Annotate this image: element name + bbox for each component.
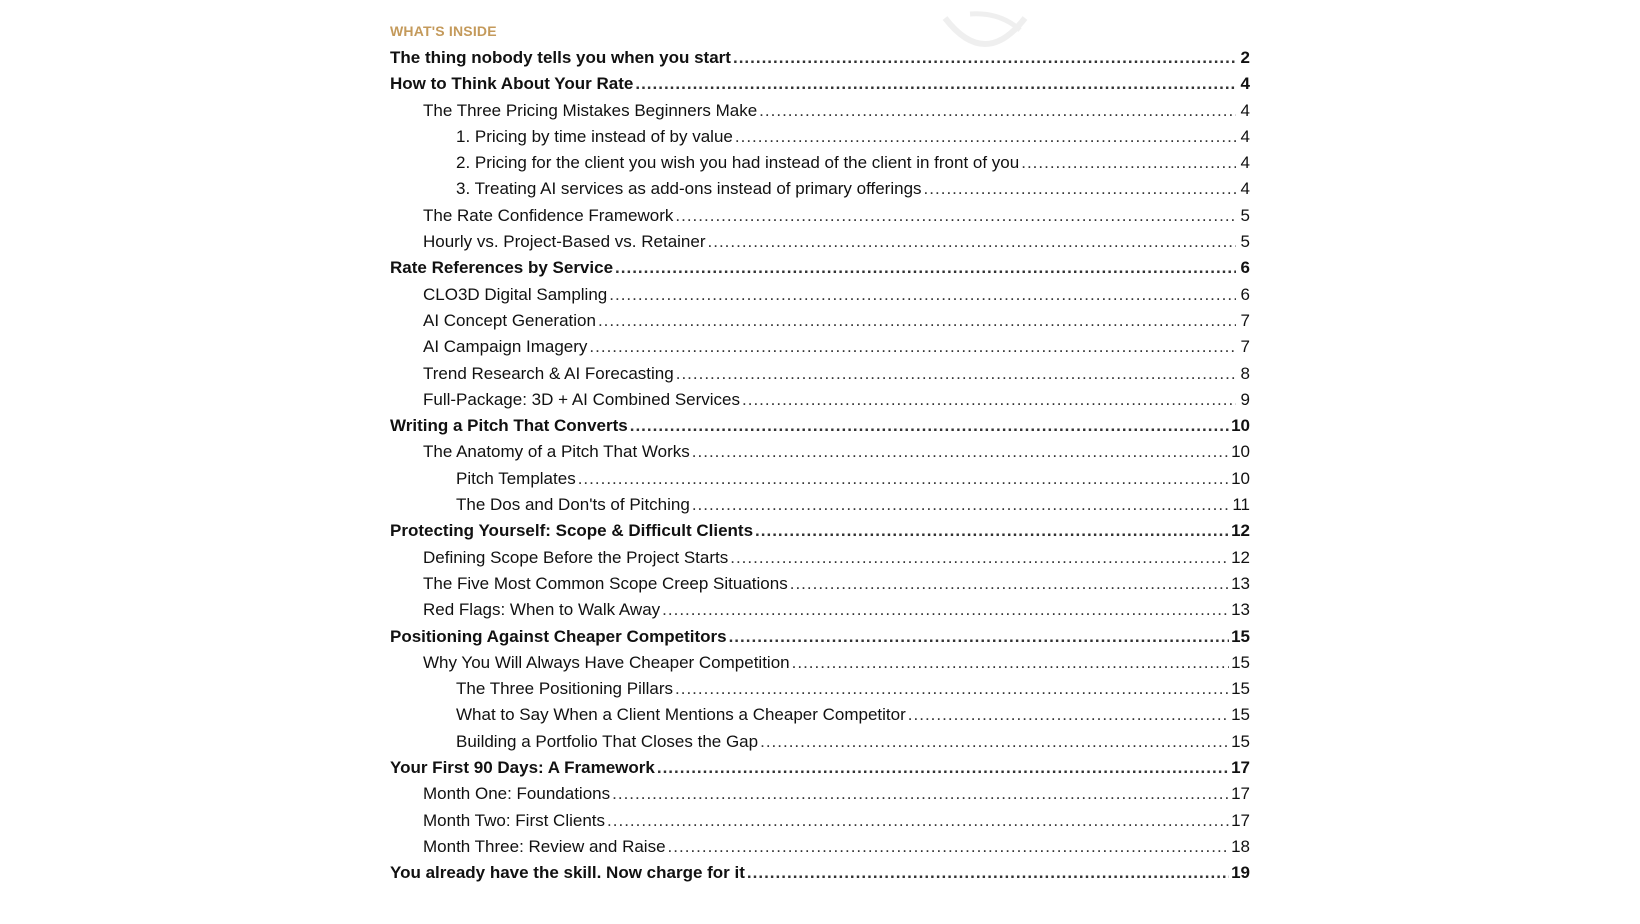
toc-heading: WHAT'S INSIDE	[390, 23, 497, 39]
toc-entry[interactable]	[390, 334, 1250, 360]
toc-entry[interactable]	[390, 45, 1250, 71]
toc-entry-page-number: 4	[1240, 153, 1250, 173]
toc-entry-page-number: 13	[1231, 573, 1250, 593]
toc-entry[interactable]	[390, 466, 1250, 492]
toc-entry-page-number: 7	[1240, 337, 1250, 357]
toc-dot-leader	[730, 545, 1229, 571]
toc-dot-leader	[1021, 150, 1236, 176]
toc-entry-page-number: 9	[1240, 389, 1250, 409]
toc-entry-page-number: 6	[1240, 258, 1250, 278]
toc-dot-leader	[729, 624, 1230, 650]
toc-entry[interactable]	[390, 413, 1250, 439]
toc-entry[interactable]	[390, 387, 1250, 413]
toc-entry-title: Hourly vs. Project-Based vs. Retainer	[423, 232, 706, 252]
toc-dot-leader	[924, 176, 1236, 202]
toc-entry-title: Positioning Against Cheaper Competitors	[390, 626, 727, 646]
toc-entry[interactable]	[390, 361, 1250, 387]
toc-dot-leader	[735, 124, 1236, 150]
toc-entry-page-number: 6	[1240, 284, 1250, 304]
toc-entry-title: Protecting Yourself: Scope & Difficult Clients	[390, 521, 754, 541]
toc-entry-title: How to Think About Your Rate	[390, 74, 634, 94]
toc-dot-leader	[692, 492, 1231, 518]
toc-entry[interactable]	[390, 518, 1250, 544]
toc-entry-page-number: 15	[1231, 652, 1250, 672]
toc-entry-title: Month Two: First Clients	[423, 810, 606, 830]
toc-entry-title: Building a Portfolio That Closes the Gap	[456, 731, 759, 751]
toc-entry-title: You already have the skill. Now charge for it	[390, 863, 745, 883]
toc-dot-leader	[747, 860, 1229, 886]
toc-dot-leader	[615, 255, 1236, 281]
toc-entry[interactable]	[390, 650, 1250, 676]
toc-dot-leader	[733, 45, 1236, 71]
toc-entry-page-number: 19	[1231, 863, 1250, 883]
toc-entry-title: CLO3D Digital Sampling	[423, 284, 608, 304]
toc-dot-leader	[759, 98, 1236, 124]
toc-entry[interactable]	[390, 808, 1250, 834]
toc-entry[interactable]	[390, 229, 1250, 255]
toc-entry-title: Pitch Templates	[456, 468, 576, 488]
toc-entry[interactable]	[390, 729, 1250, 755]
toc-entry-title: The Three Positioning Pillars	[456, 679, 674, 699]
toc-entry-title: Trend Research & AI Forecasting	[423, 363, 674, 383]
toc-dot-leader	[760, 729, 1229, 755]
toc-entry[interactable]	[390, 439, 1250, 465]
toc-entry-title: Month Three: Review and Raise	[423, 836, 666, 856]
toc-dot-leader	[675, 203, 1236, 229]
toc-entry-title: Red Flags: When to Walk Away	[423, 600, 661, 620]
toc-entry[interactable]	[390, 834, 1250, 860]
toc-dot-leader	[755, 518, 1229, 544]
toc-entry[interactable]	[390, 755, 1250, 781]
toc-entry-title: AI Campaign Imagery	[423, 337, 588, 357]
toc-entry[interactable]	[390, 203, 1250, 229]
toc-entry-title: Full-Package: 3D + AI Combined Services	[423, 389, 741, 409]
toc-dot-leader	[792, 650, 1229, 676]
toc-entry-page-number: 15	[1231, 731, 1250, 751]
toc-entry-page-number: 17	[1231, 758, 1250, 778]
toc-entry-title: The Rate Confidence Framework	[423, 205, 674, 225]
toc-dot-leader	[708, 229, 1237, 255]
toc-entry-page-number: 12	[1231, 521, 1250, 541]
toc-dot-leader	[668, 834, 1230, 860]
toc-dot-leader	[630, 413, 1229, 439]
toc-entry[interactable]	[390, 676, 1250, 702]
toc-entry-page-number: 4	[1240, 126, 1250, 146]
toc-entry-page-number: 15	[1231, 705, 1250, 725]
toc-entry[interactable]	[390, 308, 1250, 334]
toc-entry-page-number: 8	[1240, 363, 1250, 383]
toc-dot-leader	[790, 571, 1229, 597]
toc-dot-leader	[657, 755, 1229, 781]
toc-entry[interactable]	[390, 124, 1250, 150]
toc-list	[390, 45, 1250, 887]
toc-entry-title: Why You Will Always Have Cheaper Competition	[423, 652, 790, 672]
toc-entry[interactable]	[390, 282, 1250, 308]
toc-dot-leader	[675, 676, 1229, 702]
toc-entry-title: Writing a Pitch That Converts	[390, 416, 628, 436]
toc-entry-page-number: 18	[1231, 836, 1250, 856]
toc-entry-title: 1. Pricing by time instead of by value	[456, 126, 733, 146]
toc-entry[interactable]	[390, 571, 1250, 597]
toc-dot-leader	[598, 308, 1236, 334]
toc-entry[interactable]	[390, 624, 1250, 650]
toc-entry-title: Defining Scope Before the Project Starts	[423, 547, 729, 567]
toc-dot-leader	[578, 466, 1229, 492]
toc-entry-page-number: 12	[1231, 547, 1250, 567]
toc-dot-leader	[612, 781, 1229, 807]
toc-entry-title: 2. Pricing for the client you wish you had instead of the client in front of you	[456, 153, 1020, 173]
toc-entry-title: The Dos and Don'ts of Pitching	[456, 495, 690, 515]
toc-entry-page-number: 10	[1231, 468, 1250, 488]
toc-entry-page-number: 13	[1231, 600, 1250, 620]
toc-entry[interactable]	[390, 176, 1250, 202]
toc-entry-page-number: 4	[1240, 74, 1250, 94]
toc-dot-leader	[908, 702, 1229, 728]
toc-entry-page-number: 11	[1232, 495, 1250, 515]
table-of-contents	[390, 20, 1250, 887]
toc-entry-page-number: 17	[1231, 810, 1250, 830]
toc-entry-title: Your First 90 Days: A Framework	[390, 758, 655, 778]
toc-entry-page-number: 4	[1240, 179, 1250, 199]
toc-entry-title: 3. Treating AI services as add-ons instead of primary offerings	[456, 179, 922, 199]
toc-dot-leader	[607, 808, 1229, 834]
toc-dot-leader	[692, 439, 1229, 465]
toc-entry-page-number: 17	[1231, 784, 1250, 804]
toc-entry[interactable]	[390, 545, 1250, 571]
toc-entry-page-number: 2	[1240, 48, 1250, 67]
toc-dot-leader	[742, 387, 1236, 413]
toc-entry-title: Month One: Foundations	[423, 784, 611, 804]
toc-entry-title: What to Say When a Client Mentions a Cheaper Competitor	[456, 705, 906, 725]
toc-entry-title: Rate References by Service	[390, 258, 614, 278]
toc-dot-leader	[676, 361, 1236, 387]
toc-entry-page-number: 15	[1231, 626, 1250, 646]
toc-entry-page-number: 5	[1240, 205, 1250, 225]
toc-entry[interactable]	[390, 150, 1250, 176]
toc-entry[interactable]	[390, 702, 1250, 728]
toc-entry-page-number: 4	[1240, 100, 1250, 120]
toc-entry[interactable]	[390, 255, 1250, 281]
toc-entry-title: AI Concept Generation	[423, 310, 596, 330]
toc-entry[interactable]	[390, 71, 1250, 97]
toc-entry[interactable]	[390, 781, 1250, 807]
toc-entry-title: The Five Most Common Scope Creep Situations	[423, 573, 788, 593]
toc-entry[interactable]	[390, 860, 1250, 886]
toc-entry[interactable]	[390, 98, 1250, 124]
toc-entry-title: The thing nobody tells you when you start	[390, 48, 731, 67]
toc-entry-page-number: 7	[1240, 310, 1250, 330]
toc-entry-title: The Anatomy of a Pitch That Works	[423, 442, 690, 462]
toc-entry[interactable]	[390, 597, 1250, 623]
toc-entry-page-number: 10	[1231, 442, 1250, 462]
toc-entry-title: The Three Pricing Mistakes Beginners Make	[423, 100, 758, 120]
toc-dot-leader	[609, 282, 1236, 308]
toc-dot-leader	[589, 334, 1236, 360]
toc-dot-leader	[662, 597, 1229, 623]
toc-dot-leader	[635, 71, 1236, 97]
toc-entry-page-number: 5	[1240, 232, 1250, 252]
toc-entry-page-number: 10	[1231, 416, 1250, 436]
toc-entry-page-number: 15	[1231, 679, 1250, 699]
toc-entry[interactable]	[390, 492, 1250, 518]
